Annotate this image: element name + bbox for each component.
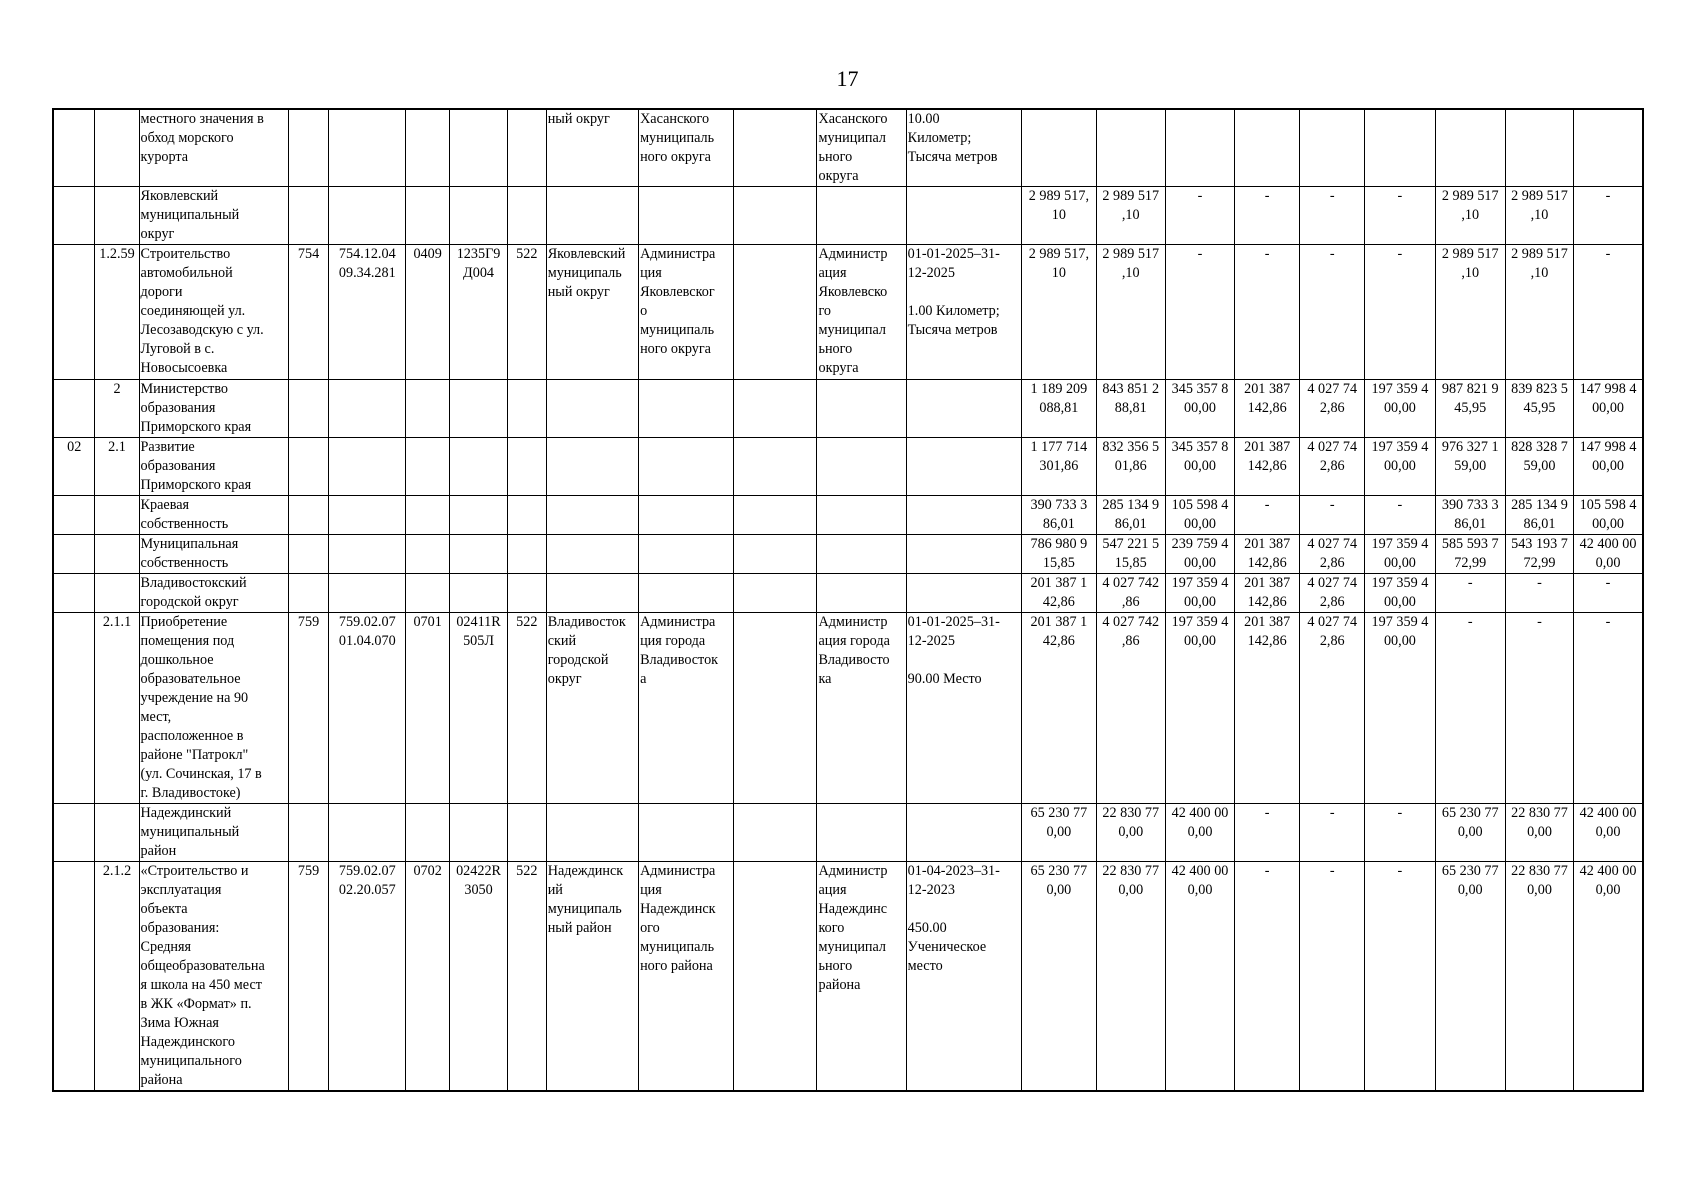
table-cell <box>817 804 906 862</box>
table-cell <box>288 535 329 574</box>
table-cell <box>329 804 406 862</box>
table-cell: 0701 <box>406 613 450 804</box>
table-cell <box>817 574 906 613</box>
table-cell <box>329 535 406 574</box>
table-cell: - <box>1235 187 1300 245</box>
table-cell: 759.02.07 02.20.057 <box>329 862 406 1092</box>
table-row <box>53 380 1643 438</box>
table-cell <box>450 535 508 574</box>
table-cell: 1 177 714 301,86 <box>1022 438 1097 496</box>
table-cell: 987 821 9 45,95 <box>1435 380 1505 438</box>
table-cell: 197 359 4 00,00 <box>1365 438 1435 496</box>
table-cell <box>450 438 508 496</box>
table-cell: - <box>1365 187 1435 245</box>
table-cell <box>95 574 139 613</box>
table-cell: ный округ <box>546 109 638 187</box>
table-cell <box>1505 109 1573 187</box>
table-cell: Владивосток ский городской округ <box>546 613 638 804</box>
table-cell: - <box>1435 613 1505 804</box>
table-cell: Администр ация Надеждинс кого муниципал ьного района <box>817 862 906 1092</box>
table-cell: Надеждинск ий муниципаль ный район <box>546 862 638 1092</box>
table-cell <box>288 187 329 245</box>
table-cell <box>53 496 95 535</box>
table-cell <box>733 380 817 438</box>
table-cell <box>406 535 450 574</box>
table-cell <box>906 187 1021 245</box>
table-cell: 197 359 4 00,00 <box>1165 613 1234 804</box>
table-cell <box>288 109 329 187</box>
table-cell <box>53 380 95 438</box>
table-cell: 22 830 77 0,00 <box>1505 804 1573 862</box>
table-cell: - <box>1574 613 1643 804</box>
table-cell <box>817 187 906 245</box>
table-cell: Строительство автомобильной дороги соединяющей ул. Лесозаводскую с ул. Луговой в с. Новосысоевка <box>139 245 288 380</box>
table-cell <box>733 187 817 245</box>
table-cell <box>733 496 817 535</box>
table-cell <box>1235 109 1300 187</box>
table-row <box>53 804 1643 862</box>
table-cell: 65 230 77 0,00 <box>1022 804 1097 862</box>
table-cell: Муниципальная собственность <box>139 535 288 574</box>
table-cell <box>507 380 546 438</box>
table-cell: 285 134 9 86,01 <box>1096 496 1165 535</box>
table-row <box>53 187 1643 245</box>
table-cell: 759 <box>288 613 329 804</box>
table-cell: 4 027 74 2,86 <box>1300 535 1365 574</box>
table-cell <box>1435 109 1505 187</box>
table-cell: 2 989 517 ,10 <box>1505 187 1573 245</box>
table-cell: 0409 <box>406 245 450 380</box>
table-cell <box>1300 109 1365 187</box>
table-cell: 2.1.1 <box>95 613 139 804</box>
table-cell <box>639 496 733 535</box>
table-cell: - <box>1365 862 1435 1092</box>
table-cell <box>546 438 638 496</box>
table-cell <box>288 574 329 613</box>
table-cell: 2 989 517 ,10 <box>1505 245 1573 380</box>
table-cell: 147 998 4 00,00 <box>1574 438 1643 496</box>
table-cell <box>329 438 406 496</box>
table-cell: 2 989 517, 10 <box>1022 187 1097 245</box>
table-cell: 10.00 Километр; Тысяча метров <box>906 109 1021 187</box>
table-cell <box>546 574 638 613</box>
table-row <box>53 109 1643 187</box>
table-cell <box>450 109 508 187</box>
table-cell <box>1165 109 1234 187</box>
table-cell <box>733 109 817 187</box>
table-cell: 197 359 4 00,00 <box>1165 574 1234 613</box>
table-cell: Хасанского муниципал ьного округа <box>817 109 906 187</box>
table-cell: - <box>1574 574 1643 613</box>
table-cell <box>639 380 733 438</box>
table-cell: Развитие образования Приморского края <box>139 438 288 496</box>
table-cell <box>507 574 546 613</box>
table-cell <box>507 109 546 187</box>
table-cell <box>53 245 95 380</box>
table-cell: 02411R 505Л <box>450 613 508 804</box>
table-cell: 201 387 142,86 <box>1235 438 1300 496</box>
table-cell: - <box>1505 574 1573 613</box>
table-cell <box>507 187 546 245</box>
table-cell: - <box>1165 245 1234 380</box>
table-cell: 843 851 2 88,81 <box>1096 380 1165 438</box>
table-cell <box>95 535 139 574</box>
table-cell <box>406 574 450 613</box>
table-cell <box>53 109 95 187</box>
table-cell: 201 387 142,86 <box>1235 380 1300 438</box>
table-cell: 42 400 00 0,00 <box>1574 804 1643 862</box>
budget-table <box>52 108 1644 1092</box>
table-cell: 201 387 1 42,86 <box>1022 574 1097 613</box>
table-cell: Администр ация Яковлевско го муниципал ьного округа <box>817 245 906 380</box>
table-cell <box>546 804 638 862</box>
table-cell <box>406 496 450 535</box>
table-cell: Краевая собственность <box>139 496 288 535</box>
table-cell: 754 <box>288 245 329 380</box>
table-cell: 22 830 77 0,00 <box>1096 804 1165 862</box>
table-cell: 390 733 3 86,01 <box>1022 496 1097 535</box>
table-cell <box>1022 109 1097 187</box>
table-cell <box>288 804 329 862</box>
table-cell <box>733 574 817 613</box>
table-row <box>53 535 1643 574</box>
table-cell: 522 <box>507 613 546 804</box>
table-cell <box>53 187 95 245</box>
table-row <box>53 862 1643 1092</box>
table-cell <box>906 535 1021 574</box>
table-cell: Администра ция Надеждинск ого муниципаль ного района <box>639 862 733 1092</box>
table-cell: - <box>1365 496 1435 535</box>
table-cell: Администра ция города Владивосток а <box>639 613 733 804</box>
table-cell: 105 598 4 00,00 <box>1574 496 1643 535</box>
table-cell <box>733 438 817 496</box>
table-cell: местного значения в обход морского курорта <box>139 109 288 187</box>
table-cell <box>639 574 733 613</box>
table-cell: 543 193 7 72,99 <box>1505 535 1573 574</box>
table-cell: 201 387 142,86 <box>1235 613 1300 804</box>
table-row <box>53 496 1643 535</box>
table-cell: 42 400 00 0,00 <box>1165 862 1234 1092</box>
table-cell: 2 989 517 ,10 <box>1435 245 1505 380</box>
table-cell: 1.2.59 <box>95 245 139 380</box>
table-cell: - <box>1235 862 1300 1092</box>
table-cell: 522 <box>507 862 546 1092</box>
table-cell: 01-01-2025–31- 12-2025 1.00 Километр; Тысяча метров <box>906 245 1021 380</box>
table-cell: 2.1.2 <box>95 862 139 1092</box>
table-cell: 01-04-2023–31- 12-2023 450.00 Ученическое место <box>906 862 1021 1092</box>
table-cell <box>329 109 406 187</box>
table-cell <box>1574 109 1643 187</box>
table-cell <box>906 438 1021 496</box>
table-row <box>53 245 1643 380</box>
table-cell: 828 328 7 59,00 <box>1505 438 1573 496</box>
table-cell: 4 027 74 2,86 <box>1300 438 1365 496</box>
table-cell <box>733 804 817 862</box>
table-cell: - <box>1235 496 1300 535</box>
table-cell <box>95 109 139 187</box>
table-cell: - <box>1300 862 1365 1092</box>
table-cell <box>507 535 546 574</box>
table-cell: 22 830 77 0,00 <box>1505 862 1573 1092</box>
table-cell <box>733 245 817 380</box>
table-cell: 786 980 9 15,85 <box>1022 535 1097 574</box>
table-cell: 547 221 5 15,85 <box>1096 535 1165 574</box>
table-cell: 754.12.04 09.34.281 <box>329 245 406 380</box>
table-cell <box>1096 109 1165 187</box>
table-cell <box>450 380 508 438</box>
table-cell: 201 387 1 42,86 <box>1022 613 1097 804</box>
table-cell: 390 733 3 86,01 <box>1435 496 1505 535</box>
table-cell <box>95 496 139 535</box>
table-cell: Надеждинский муниципальный район <box>139 804 288 862</box>
table-cell: 2 989 517 ,10 <box>1435 187 1505 245</box>
table-cell: - <box>1300 804 1365 862</box>
table-cell: - <box>1365 245 1435 380</box>
table-cell: 976 327 1 59,00 <box>1435 438 1505 496</box>
table-cell <box>639 535 733 574</box>
table-row <box>53 438 1643 496</box>
table-cell <box>406 187 450 245</box>
table-cell <box>507 804 546 862</box>
table-cell: 197 359 4 00,00 <box>1365 613 1435 804</box>
table-cell <box>817 496 906 535</box>
table-cell <box>53 862 95 1092</box>
table-cell: 285 134 9 86,01 <box>1505 496 1573 535</box>
table-cell <box>906 496 1021 535</box>
table-cell: - <box>1300 245 1365 380</box>
table-cell <box>406 804 450 862</box>
table-cell <box>906 804 1021 862</box>
table-cell: 147 998 4 00,00 <box>1574 380 1643 438</box>
table-cell: 65 230 77 0,00 <box>1022 862 1097 1092</box>
table-cell: - <box>1300 496 1365 535</box>
table-cell: - <box>1574 245 1643 380</box>
table-cell <box>507 496 546 535</box>
table-cell <box>329 380 406 438</box>
table-cell: 197 359 4 00,00 <box>1365 574 1435 613</box>
table-cell <box>53 535 95 574</box>
table-cell: Яковлевский муниципаль ный округ <box>546 245 638 380</box>
table-cell <box>53 804 95 862</box>
table-cell <box>906 574 1021 613</box>
table-cell: 345 357 8 00,00 <box>1165 380 1234 438</box>
table-cell: 42 400 00 0,00 <box>1165 804 1234 862</box>
table-cell: 4 027 742 ,86 <box>1096 574 1165 613</box>
table-cell <box>95 804 139 862</box>
table-cell <box>288 438 329 496</box>
table-cell: 345 357 8 00,00 <box>1165 438 1234 496</box>
table-cell: - <box>1365 804 1435 862</box>
table-cell: 2 989 517 ,10 <box>1096 187 1165 245</box>
table-cell: 201 387 142,86 <box>1235 535 1300 574</box>
table-cell <box>639 804 733 862</box>
table-cell <box>53 574 95 613</box>
table-cell <box>546 535 638 574</box>
table-cell <box>53 613 95 804</box>
table-cell: 42 400 00 0,00 <box>1574 535 1643 574</box>
table-cell: 759 <box>288 862 329 1092</box>
table-cell: 2 989 517, 10 <box>1022 245 1097 380</box>
table-cell <box>288 496 329 535</box>
table-cell: 4 027 74 2,86 <box>1300 613 1365 804</box>
table-cell: 2 989 517 ,10 <box>1096 245 1165 380</box>
table-cell: 839 823 5 45,95 <box>1505 380 1573 438</box>
table-cell <box>546 187 638 245</box>
table-cell: 0702 <box>406 862 450 1092</box>
table-cell: 759.02.07 01.04.070 <box>329 613 406 804</box>
table-cell: 02422R 3050 <box>450 862 508 1092</box>
table-cell <box>906 380 1021 438</box>
table-cell <box>639 187 733 245</box>
table-cell: - <box>1574 187 1643 245</box>
table-cell: 4 027 74 2,86 <box>1300 574 1365 613</box>
table-cell <box>546 380 638 438</box>
table-cell <box>406 438 450 496</box>
table-cell: 01-01-2025–31- 12-2025 90.00 Место <box>906 613 1021 804</box>
table-row <box>53 574 1643 613</box>
table-cell <box>507 438 546 496</box>
table-cell <box>329 496 406 535</box>
table-cell: - <box>1300 187 1365 245</box>
table-cell <box>450 187 508 245</box>
table-cell: - <box>1235 804 1300 862</box>
table-cell: 197 359 4 00,00 <box>1365 535 1435 574</box>
table-cell <box>406 380 450 438</box>
table-cell: 585 593 7 72,99 <box>1435 535 1505 574</box>
table-cell: 22 830 77 0,00 <box>1096 862 1165 1092</box>
table-cell: 65 230 77 0,00 <box>1435 862 1505 1092</box>
table-cell: - <box>1235 245 1300 380</box>
table-cell: Министерство образования Приморского края <box>139 380 288 438</box>
table-cell <box>817 438 906 496</box>
table-cell: 105 598 4 00,00 <box>1165 496 1234 535</box>
table-cell <box>329 187 406 245</box>
table-cell: 2.1 <box>95 438 139 496</box>
table-cell: 197 359 4 00,00 <box>1365 380 1435 438</box>
table-cell <box>450 496 508 535</box>
table-cell <box>95 187 139 245</box>
table-cell <box>733 862 817 1092</box>
table-cell <box>329 574 406 613</box>
table-cell: 4 027 742 ,86 <box>1096 613 1165 804</box>
table-cell: - <box>1435 574 1505 613</box>
table-cell: «Строительство и эксплуатация объекта образования: Средняя общеобразовательна я школа на 450 мест в ЖК «Формат» п. Зима Южная Надеждинского муниципального района <box>139 862 288 1092</box>
table-cell: 239 759 4 00,00 <box>1165 535 1234 574</box>
table-cell: Владивостокский городской округ <box>139 574 288 613</box>
table-cell <box>817 380 906 438</box>
table-cell <box>817 535 906 574</box>
table-cell: 02 <box>53 438 95 496</box>
table-cell: 1 189 209 088,81 <box>1022 380 1097 438</box>
table-cell <box>546 496 638 535</box>
table-cell: 4 027 74 2,86 <box>1300 380 1365 438</box>
table-cell <box>733 535 817 574</box>
table-cell <box>639 438 733 496</box>
table-cell: - <box>1505 613 1573 804</box>
table-cell: Яковлевский муниципальный округ <box>139 187 288 245</box>
table-cell <box>733 613 817 804</box>
table-cell <box>288 380 329 438</box>
table-cell: 65 230 77 0,00 <box>1435 804 1505 862</box>
table-cell: 522 <box>507 245 546 380</box>
table-cell <box>450 574 508 613</box>
table-cell: Администра ция Яковлевског о муниципаль ного округа <box>639 245 733 380</box>
table-cell: 2 <box>95 380 139 438</box>
table-cell <box>406 109 450 187</box>
table-cell <box>450 804 508 862</box>
table-cell: Хасанского муниципаль ного округа <box>639 109 733 187</box>
table-cell: 1235Г9 Д004 <box>450 245 508 380</box>
page-number: 17 <box>836 66 859 91</box>
table-cell: 832 356 5 01,86 <box>1096 438 1165 496</box>
table-cell: Администр ация города Владивосто ка <box>817 613 906 804</box>
table-cell <box>1365 109 1435 187</box>
table-cell: Приобретение помещения под дошкольное образовательное учреждение на 90 мест, расположенное в районе "Патрокл" (ул. Сочинская, 17 в г. Владивостоке) <box>139 613 288 804</box>
table-cell: 42 400 00 0,00 <box>1574 862 1643 1092</box>
table-cell: 201 387 142,86 <box>1235 574 1300 613</box>
table-cell: - <box>1165 187 1234 245</box>
table-row <box>53 613 1643 804</box>
